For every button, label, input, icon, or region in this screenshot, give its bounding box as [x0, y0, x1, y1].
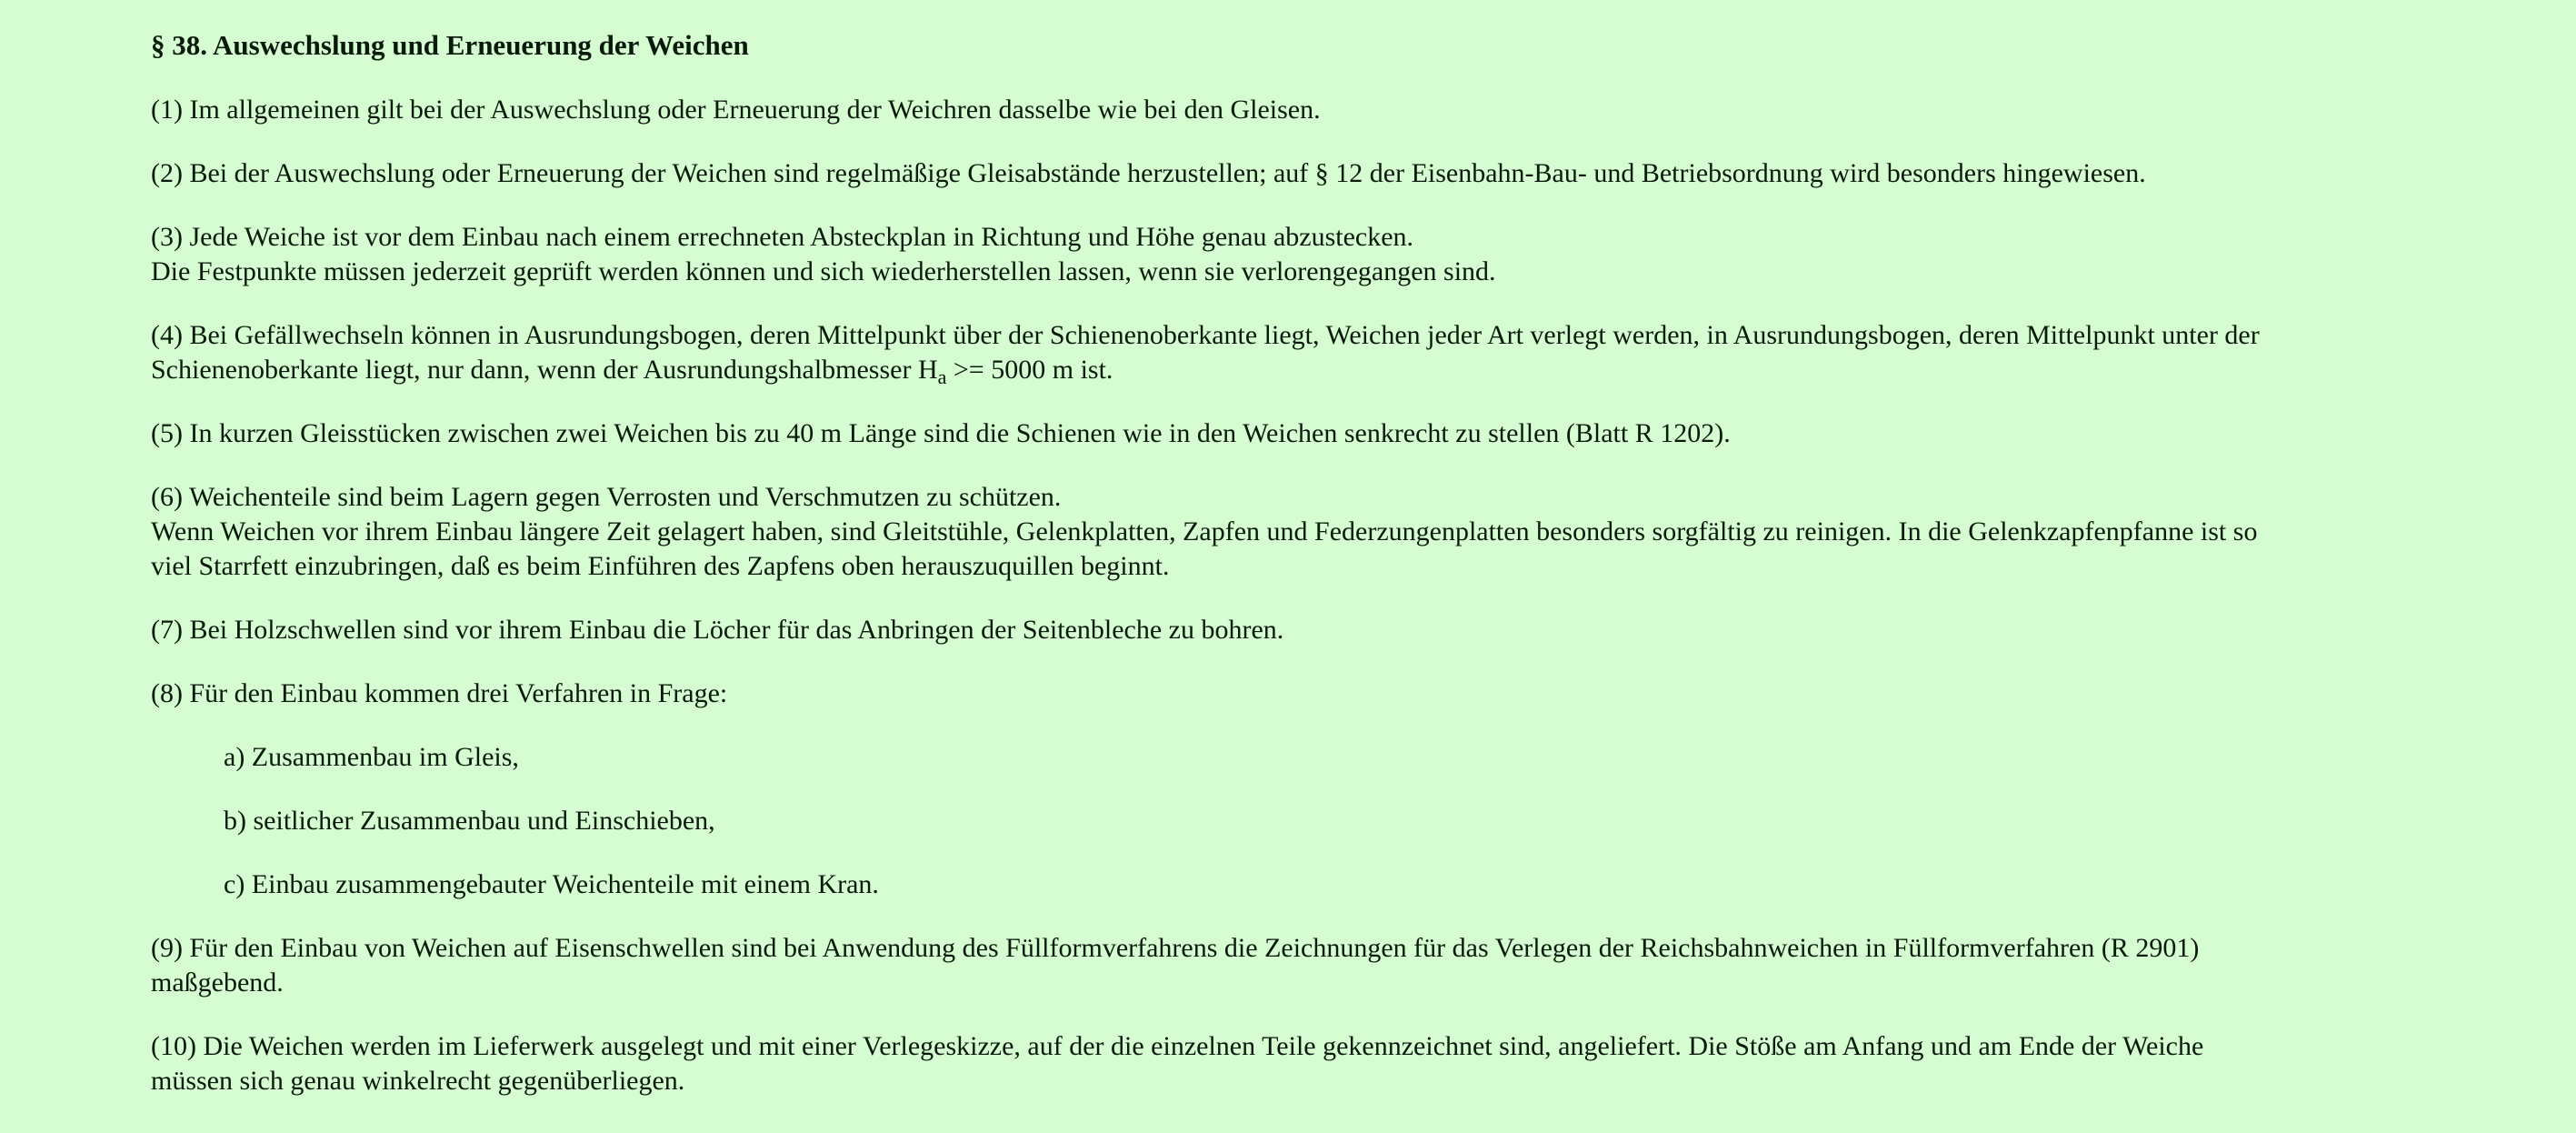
paragraph-3 — [151, 220, 2532, 289]
paragraph-9 — [151, 931, 2532, 1000]
subscript-a: a — [937, 366, 947, 388]
paragraph-6-line-1: (6) Weichenteile sind beim Lagern gegen Verrosten und Verschmutzen zu schützen. — [151, 482, 1062, 512]
paragraph-1-text: (1) Im allgemeinen gilt bei der Auswechslung oder Erneuerung der Weichren dasselbe wie bei den Gleisen. — [151, 95, 1321, 125]
list-item-a-text: a) Zusammenbau im Gleis, — [224, 742, 519, 772]
paragraph-4-line-2-pre: Schienenoberkante liegt, nur dann, wenn der Ausrundungshalbmesser H — [151, 355, 938, 385]
list-item-a — [224, 740, 2532, 775]
paragraph-2-text: (2) Bei der Auswechslung oder Erneuerung der Weichen sind regelmäßige Gleisabstände herzustellen; auf § 12 der Eisenbahn-Bau- und Betriebsordnung wird besonders hingewiesen. — [151, 158, 2146, 188]
paragraph-6-line-3: viel Starrfett einzubringen, daß es beim Einführen des Zapfens oben herauszuquillen beginnt. — [151, 551, 1170, 581]
paragraph-4-line-1: (4) Bei Gefällwechseln können in Ausrundungsbogen, deren Mittelpunkt über der Schienenoberkante liegt, Weichen jeder Art verlegt werden, in Ausrundungsbogen, deren Mittelpunkt unter der — [151, 320, 2260, 350]
paragraph-1 — [151, 93, 2532, 127]
paragraph-10-line-2: müssen sich genau winkelrecht gegenüberliegen. — [151, 1066, 685, 1096]
paragraph-10 — [151, 1029, 2532, 1098]
paragraph-5 — [151, 416, 2532, 451]
paragraph-7 — [151, 613, 2532, 647]
paragraph-3-line-2: Die Festpunkte müssen jederzeit geprüft werden können und sich wiederherstellen lassen, wenn sie verlorengegangen sind. — [151, 256, 1496, 286]
list-item-c — [224, 867, 2532, 902]
list-item-b-text: b) seitlicher Zusammenbau und Einschieben, — [224, 806, 715, 836]
paragraph-2 — [151, 156, 2532, 191]
paragraph-8-text: (8) Für den Einbau kommen drei Verfahren in Frage: — [151, 678, 728, 708]
paragraph-10-line-1: (10) Die Weichen werden im Lieferwerk ausgelegt und mit einer Verlegeskizze, auf der die einzelnen Teile gekennzeichnet sind, angeliefert. Die Stöße am Anfang und am Ende der Weiche — [151, 1031, 2204, 1061]
list-item-c-text: c) Einbau zusammengebauter Weichenteile mit einem Kran. — [224, 869, 879, 899]
paragraph-5-text: (5) In kurzen Gleisstücken zwischen zwei Weichen bis zu 40 m Länge sind die Schienen wie in den Weichen senkrecht zu stellen (Blatt R 1202). — [151, 418, 1731, 448]
paragraph-9-line-2: maßgebend. — [151, 968, 284, 998]
paragraph-6 — [151, 480, 2532, 584]
document-body — [151, 27, 2532, 1128]
paragraph-3-line-1: (3) Jede Weiche ist vor dem Einbau nach einem errechneten Absteckplan in Richtung und Höhe genau abzustecken. — [151, 222, 1414, 252]
paragraph-8 — [151, 677, 2532, 711]
list-item-b — [224, 804, 2532, 838]
paragraph-7-text: (7) Bei Holzschwellen sind vor ihrem Einbau die Löcher für das Anbringen der Seitenbleche zu bohren. — [151, 615, 1284, 645]
paragraph-4 — [151, 318, 2532, 387]
paragraph-4-line-2-post: >= 5000 m ist. — [946, 355, 1113, 385]
paragraph-6-line-2: Wenn Weichen vor ihrem Einbau längere Zeit gelagert haben, sind Gleitstühle, Gelenkplatten, Zapfen und Federzungenplatten besonders sorgfältig zu reinigen. In die Gelenkzapfenpfanne ist so — [151, 516, 2258, 546]
section-heading: § 38. Auswechslung und Erneuerung der Weichen — [151, 29, 749, 61]
paragraph-9-line-1: (9) Für den Einbau von Weichen auf Eisenschwellen sind bei Anwendung des Füllformverfahrens die Zeichnungen für das Verlegen der Reichsbahnweichen in Füllformverfahren (R 2901) — [151, 933, 2200, 963]
paragraph-4-line-2 — [151, 353, 2532, 387]
